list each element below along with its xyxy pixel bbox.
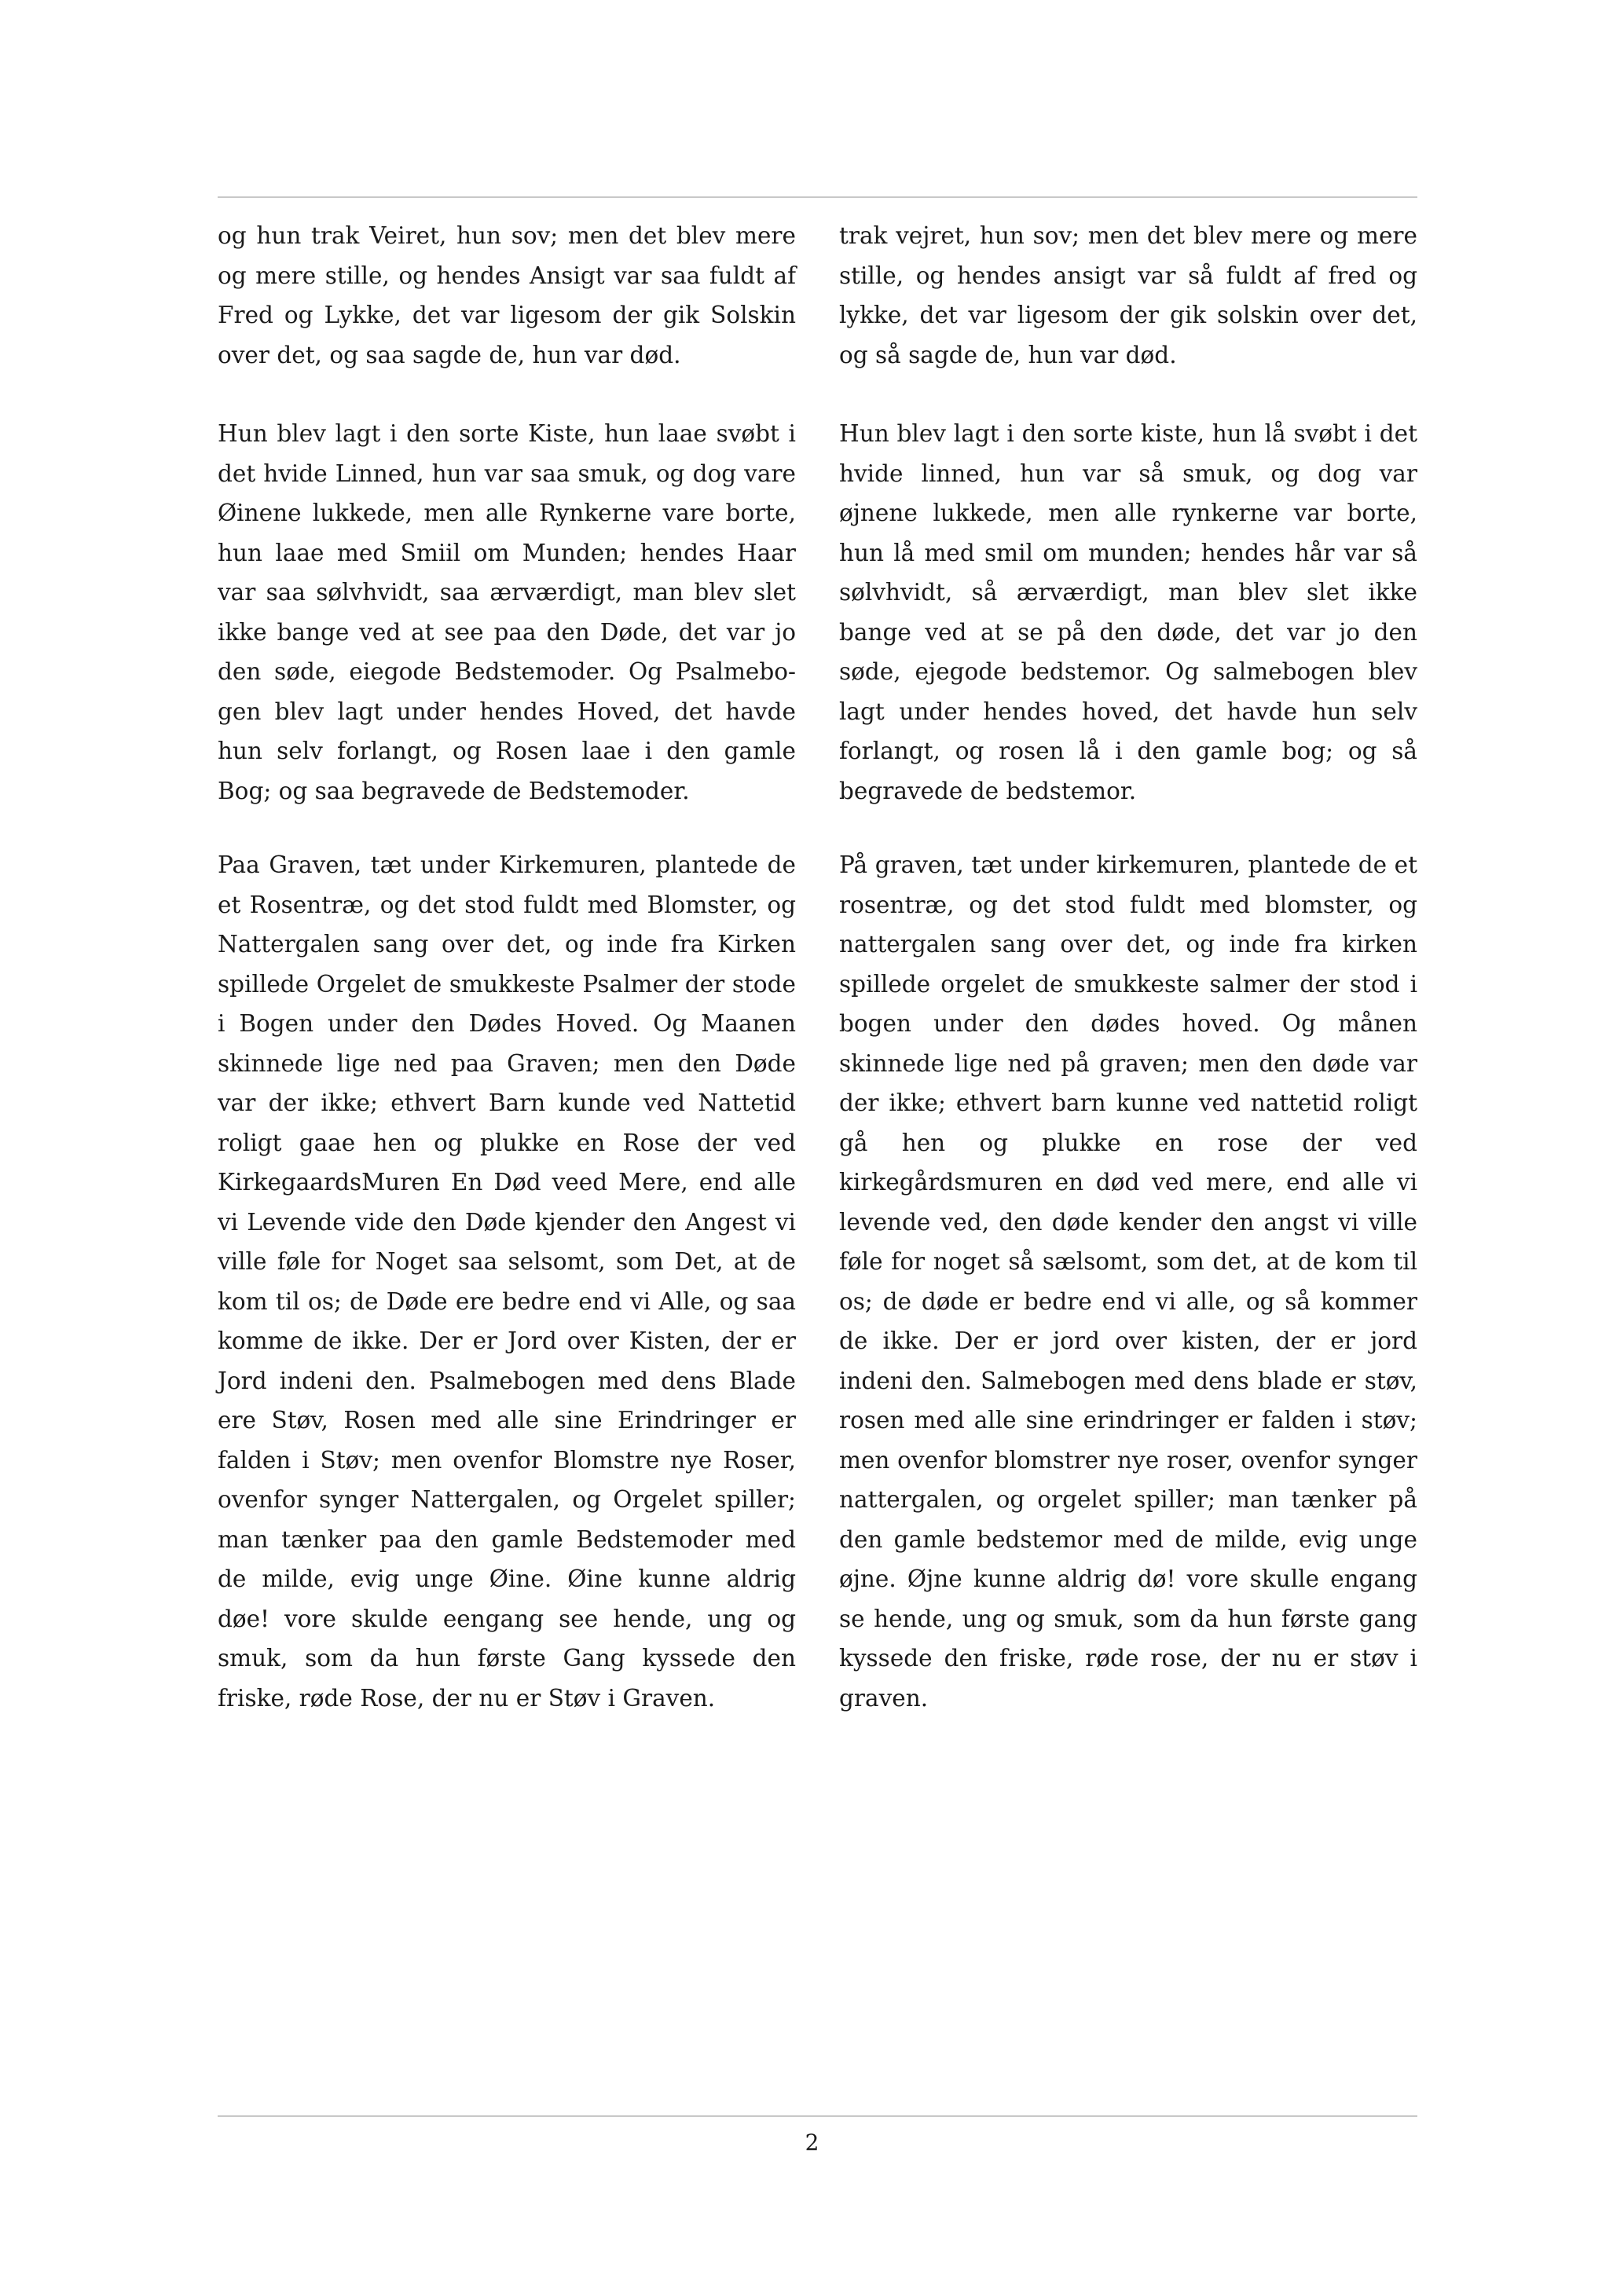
right-paragraph-2: Hun blev lagt i den sorte kiste, hun lå svøbt i det hvide linned, hun var så smuk, og dog var øjnene lukkede, men alle rynkerne var borte, hun lå med smil om munden; hendes hår var så sølvhvidt, så ærværdigt, man blev slet ikke bange ved at se på den døde, det var jo den søde, ejegode bedstemor. Og salmebogen blev lagt under hendes hoved, det havde hun selv forlangt, og rosen lå i den gamle bog; og så begravede de bedstemor. [839,420,1417,804]
footer-rule [218,2115,1417,2117]
left-paragraph-2: Hun blev lagt i den sorte Kiste, hun laae svøbt i det hvide Linned, hun var saa smuk, og dog vare Øinene lukkede, men alle Rynkerne vare borte, hun laae med Smiil om Munden; hendes Haar var saa sølvhvidt, saa ærværdigt, man blev slet ikke bange ved at see paa den Døde, det var jo den søde, eiegode Bedstemoder. Og Psalmebogen blev lagt under hendes Hoved, det havde hun selv forlangt, og Rosen laae i den gamle Bog; og saa begravede de Bedstemoder. [218,420,796,804]
header-rule [218,196,1417,198]
right-paragraph-3: På graven, tæt under kirkemuren, plantede de et rosentræ, og det stod fuldt med blomster, og nattergalen sang over det, og inde fra kirken spillede orgelet de smukkeste salmer der stod i bogen under den dødes hoved. Og månen skinnede lige ned på graven; men den døde var der ikke; ethvert barn kunne ved nattetid roligt gå hen og plukke en rose der ved kirkegårdsmuren en død ved mere, end alle vi levende ved, den døde kender den angst vi ville føle for noget så sælsomt, som det, at de kom til os; de døde er bedre end vi alle, og så kommer de ikke. Der er jord over kisten, der er jord indeni den. Salmebogen med dens blade er støv, rosen med alle sine erindringer er falden i støv; men ovenfor blomstrer nye roser, ovenfor synger nattergalen, og orgelet spiller; man tænker på den gamle bedstemor med de milde, evig unge øjne. Øjne kunne aldrig dø! vore skulle engang se hende, ung og smuk, som da hun første gang kyssede den friske, røde rose, der nu er støv i graven. [839,851,1417,1712]
left-paragraph-1: og hun trak Veiret, hun sov; men det blev mere og mere stille, og hendes Ansigt var saa fuldt af Fred og Lykke, det var ligesom der gik Solskin over det, og saa sagde de, hun var død. [218,222,796,368]
left-paragraph-3: Paa Graven, tæt under Kirkemuren, plantede de et Rosentræ, og det stod fuldt med Blomster, og Nattergalen sang over det, og inde fra Kirken spillede Orgelet de smukkeste Psalmer der stode i Bogen under den Dødes Hoved. Og Maanen skinnede lige ned paa Graven; men den Døde var der ikke; ethvert Barn kunde ved Nattetid roligt gaae hen og plukke en Rose der ved KirkegaardsMuren En Død veed Mere, end alle vi Levende vide den Døde kjender den Angest vi ville føle for Noget saa selsomt, som Det, at de kom til os; de Døde ere bedre end vi Alle, og saa komme de ikke. Der er Jord over Kisten, der er Jord indeni den. Psalmebogen med dens Blade ere Støv, Rosen med alle sine Erindringer er falden i Støv; men ovenfor Blomstre nye Roser, ovenfor synger Nattergalen, og Orgelet spiller; man tænker paa den gamle Bedstemoder med de milde, evig unge Øine. Øine kunne aldrig døe! vore skulde eengang see hende, ung og smuk, som da hun første Gang kyssede den friske, røde Rose, der nu er Støv i Graven. [218,851,796,1712]
page-number: 2 [805,2129,819,2155]
right-paragraph-1: trak vejret, hun sov; men det blev mere og mere stille, og hendes ansigt var så fuldt af fred og lykke, det var ligesom der gik solskin over det, og så sagde de, hun var død. [839,222,1417,368]
